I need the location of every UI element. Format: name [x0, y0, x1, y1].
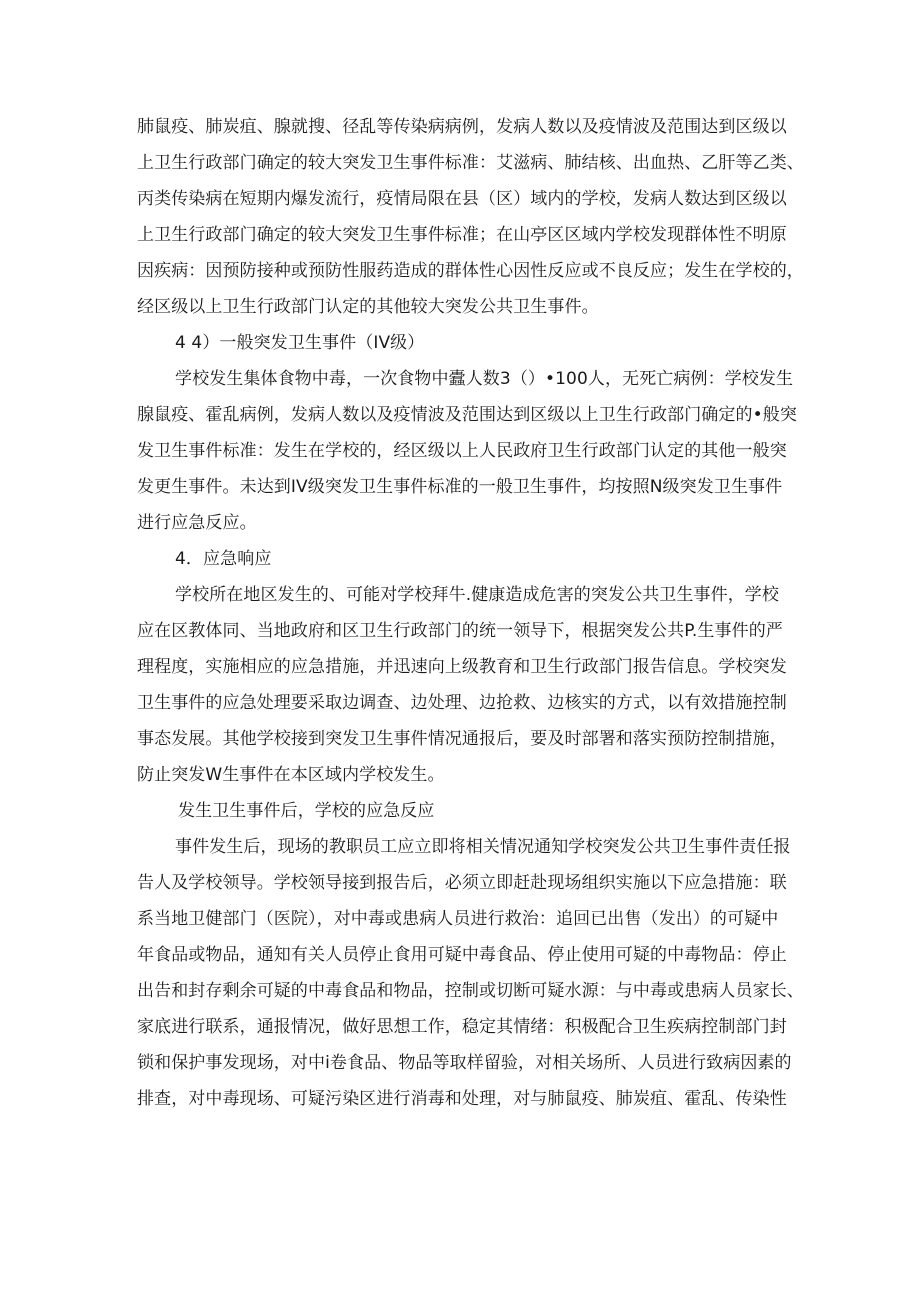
- text-line: 进行应急反应。: [137, 513, 257, 533]
- text-line: 告人及学校领导。学校领导接到报告后，必须立即赶赴现场组织实施以下应急措施：联: [137, 873, 787, 893]
- text-line: 经区级以上卫生行政部门认定的其他较大突发公共卫生事件。: [137, 297, 599, 317]
- paragraph-first-line: 学校所在地区发生的、可能对学校拜牛.健康造成危害的突发公共卫生事件，学校: [175, 585, 780, 605]
- paragraph-first-line: 学校发生集体食物中毒，一次食物中蠹人数3（）•100人，无死亡病例：学校发生: [175, 369, 794, 389]
- text-line: 应在区教体同、当地政府和区卫生行政部门的统一领导下，根据突发公共P.生事件的严: [137, 621, 783, 641]
- text-line: 发更生事件。未达到IV级突发卫生事件标准的一般卫生事件，均按照N级突发卫生事件: [137, 477, 783, 497]
- text-line: 上卫生行政部门确定的较大突发卫生事件标准：艾滋病、肺结核、出血热、乙肝等乙类、: [137, 153, 804, 173]
- section-heading: 发生卫生事件后，学校的应急反应: [178, 801, 435, 821]
- section-heading: 4 4）一般突发卫生事件（IV级）: [175, 333, 425, 353]
- text-line: 理程度，实施相应的应急措施，并迅速向上级教育和卫生行政部门报告信息。学校突发: [137, 657, 787, 677]
- text-line: 上卫生行政部门确定的较大突发卫生事件标准；在山亭区区域内学校发现群体性不明原: [137, 225, 787, 245]
- text-line: 事态发展。其他学校接到突发卫生事件情况通报后，要及时部署和落实预防控制措施，: [137, 729, 787, 749]
- text-line: 排查，对中毒现场、可疑污染区进行消毒和处理，对与肺鼠疫、肺炭疽、霍乱、传染性: [137, 1089, 787, 1109]
- text-line: 腺鼠疫、霍乱病例，发病人数以及疫情波及范围达到区级以上卫生行政部门确定的•般突: [137, 405, 797, 425]
- text-line: 发卫生事件标准：发生在学校的，经区级以上人民政府卫生行政部门认定的其他一般突: [137, 441, 787, 461]
- text-line: 系当地卫健部门（医院），对中毒或患病人员进行救治：追回已出售（发出）的可疑中: [137, 909, 779, 929]
- text-line: 肺鼠疫、肺炭疽、腺就搜、径乱等传染病病例，发病人数以及疫情波及范围达到区级以: [137, 117, 787, 137]
- text-line: 因疾病：因预防接种或预防性服药造成的群体性心因性反应或不良反应；发生在学校的，: [137, 261, 804, 281]
- text-line: 年食品或物品，通知有关人员停止食用可疑中毒食品、停止使用可疑的中毒物品：停止: [137, 945, 787, 965]
- text-line: 卫生事件的应急处理要采取边调查、边处理、边抢救、边核实的方式，以有效措施控制: [137, 693, 787, 713]
- text-line: 锁和保护事发现场，对中i卷食品、物品等取样留验，对相关场所、人员进行致病因素的: [137, 1053, 792, 1073]
- section-heading: 4．应急响应: [175, 549, 272, 569]
- text-line: 家底进行联系，通报情况，做好思想工作，稳定其情绪：积极配合卫生疾病控制部门封: [137, 1017, 787, 1037]
- paragraph-first-line: 事件发生后，现场的教职员工应立即将相关情况通知学校突发公共卫生事件责任报: [175, 837, 791, 857]
- text-line: 出告和封存剩余可疑的中毒食品和物品，控制或切断可疑水源：与中毒或患病人员家长、: [137, 981, 804, 1001]
- text-line: 防止突发W生事件在本区域内学校发生。: [137, 765, 445, 785]
- text-line: 丙类传染病在短期内爆发流行，疫情局限在县（区）域内的学校，发病人数达到区级以: [137, 189, 787, 209]
